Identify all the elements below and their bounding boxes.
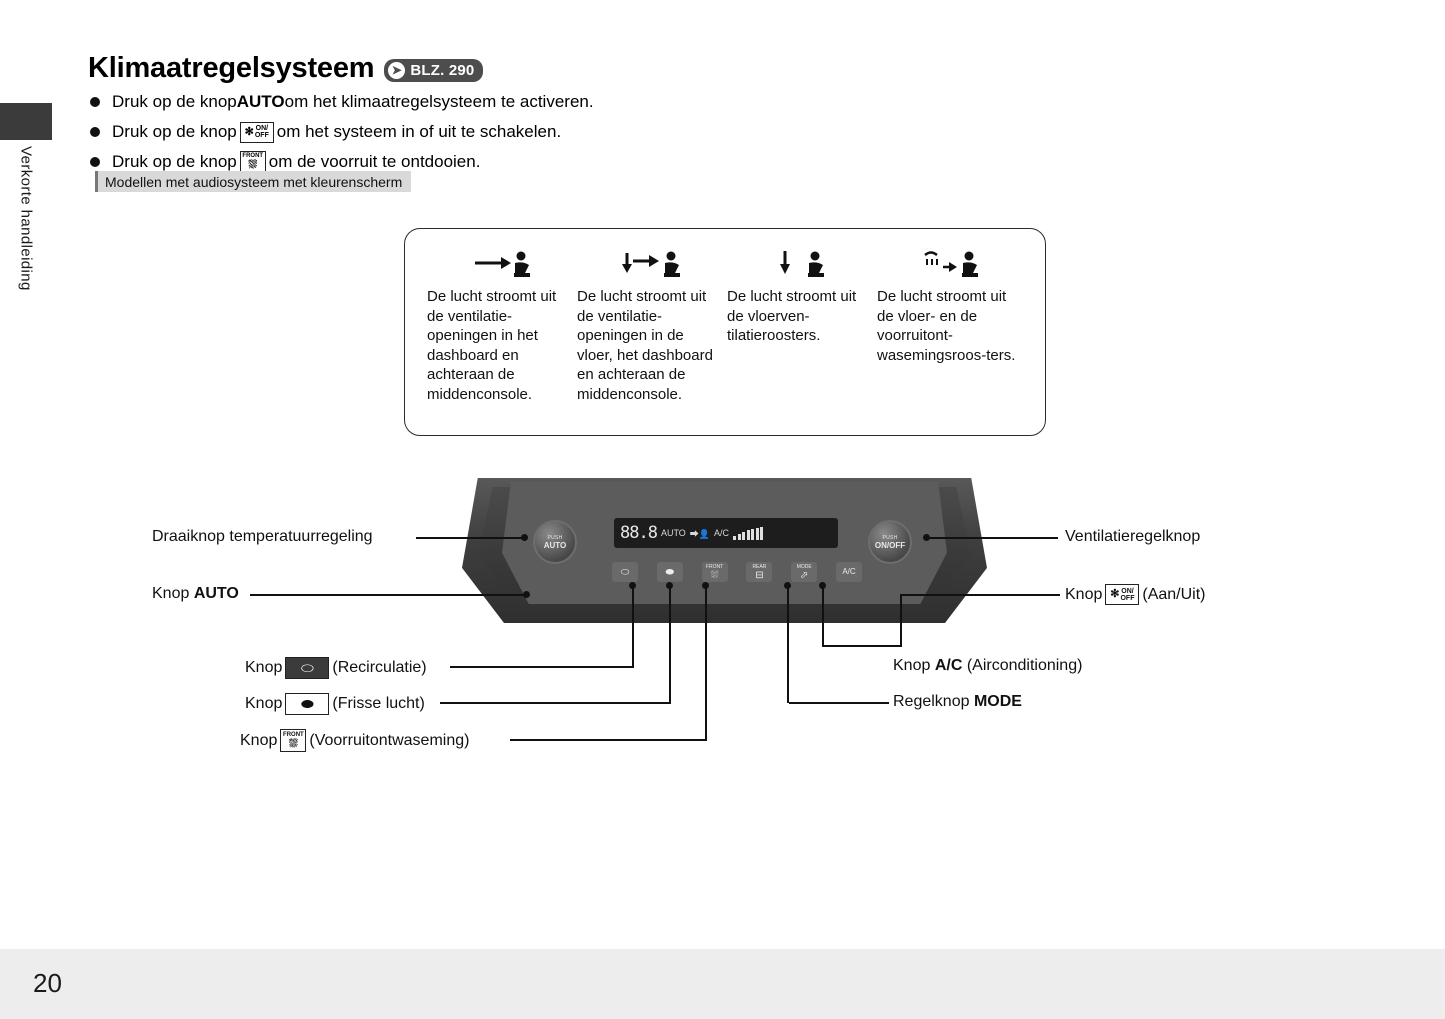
hvac-panel-illustration	[462, 478, 987, 623]
callout-ac-pre: Knop	[893, 657, 935, 674]
callout-fresh-post: (Frisse lucht)	[332, 695, 425, 712]
leader-line	[789, 702, 889, 704]
instruction-list	[90, 90, 1090, 180]
bullet-icon	[90, 157, 100, 167]
airflow-callout-box	[404, 228, 1046, 436]
ac-button[interactable]	[836, 562, 862, 582]
callout-temperature-knob	[152, 528, 373, 546]
leader-line	[510, 739, 707, 741]
temperature-knob[interactable]	[533, 520, 577, 564]
leader-dot	[666, 582, 673, 589]
callout-mode-pre: Regelknop	[893, 693, 974, 710]
leader-dot	[629, 582, 636, 589]
hvac-display	[614, 518, 838, 548]
callout-defrost-button	[240, 729, 469, 752]
callout-ac-bold: A/C	[934, 657, 963, 674]
page-footer	[0, 949, 1445, 1019]
callout-auto-button	[152, 585, 239, 603]
model-note-text: Modellen met audiosysteem met kleurenscherm	[105, 173, 403, 190]
fan-knob-line1: PUSH	[882, 534, 898, 541]
callout-temperature-knob-text: Draaiknop temperatuurregeling	[152, 528, 373, 545]
vent-floor-icon	[727, 245, 873, 287]
list-item	[90, 90, 1090, 114]
callout-recirc-button	[245, 657, 427, 679]
display-auto-label: AUTO	[660, 528, 686, 538]
display-airflow-icon: ⮕👤	[689, 528, 711, 539]
on-off-icon: ✻ ON/ OFF	[1105, 584, 1139, 605]
callout-fresh-button	[245, 693, 425, 715]
leader-line	[822, 586, 824, 646]
callout-ac-post: (Airconditioning)	[962, 657, 1083, 674]
model-note-bar	[95, 171, 411, 192]
list-item	[90, 120, 1090, 144]
front-defrost-label: FRONT	[705, 563, 724, 570]
airflow-option-text: De lucht stroomt uit de ventilatie-openingen in het dashboard en achteraan de middenconsole.	[427, 288, 557, 403]
display-fan-bars	[733, 526, 763, 540]
airflow-option-text: De lucht stroomt uit de ventilatie-openingen in de vloer, het dashboard en achteraan de middenconsole.	[577, 288, 713, 403]
leader-dot	[784, 582, 791, 589]
ac-label: A/C	[842, 567, 856, 576]
page-reference-badge[interactable]	[384, 59, 483, 82]
bullet-icon	[90, 97, 100, 107]
fresh-air-icon: ⬬	[285, 693, 329, 715]
page-title	[88, 52, 483, 85]
leader-line	[787, 586, 789, 703]
arrow-right-icon: ➤	[388, 62, 405, 79]
rear-defrost-button[interactable]: REAR ⊟	[746, 562, 772, 582]
fan-knob[interactable]	[868, 520, 912, 564]
airflow-option-text: De lucht stroomt uit de vloerven-tilatieroosters.	[727, 288, 857, 344]
page-title-text: Klimaatregelsysteem	[88, 52, 375, 84]
bullet-text-pre: Druk op de knop	[112, 92, 237, 111]
bullet-text-pre: Druk op de knop	[112, 122, 237, 141]
display-ac-label: A/C	[714, 528, 730, 538]
temperature-knob-line1: PUSH	[547, 534, 563, 541]
callout-defrost-pre: Knop	[240, 731, 278, 749]
callout-fan-knob	[1065, 528, 1200, 546]
section-label-text: Verkorte handleiding	[17, 146, 35, 291]
front-defrost-button[interactable]: FRONT ⛆	[702, 562, 728, 582]
rear-defrost-label: REAR	[752, 563, 767, 570]
front-defrost-icon: FRONT ⛆	[240, 151, 266, 174]
callout-fresh-pre: Knop	[245, 695, 283, 712]
leader-dot	[523, 591, 530, 598]
section-tab	[0, 103, 52, 140]
vent-dash-icon	[427, 245, 573, 287]
bullet-icon	[90, 127, 100, 137]
bullet-text-post: om het systeem in of uit te schakelen.	[276, 122, 562, 141]
mode-label: MODE	[796, 563, 812, 570]
recirculation-icon: ⬭	[285, 657, 329, 679]
airflow-option	[427, 245, 573, 435]
airflow-option-text: De lucht stroomt uit de vloer- en de voorruitont-wasemingsroos-ters.	[877, 288, 1016, 364]
leader-line	[900, 594, 1060, 596]
callout-auto-bold: AUTO	[193, 585, 239, 602]
leader-dot	[702, 582, 709, 589]
bullet-text-post: om de voorruit te ontdooien.	[268, 152, 481, 171]
leader-line	[669, 586, 671, 703]
callout-onoff-button	[1065, 584, 1206, 605]
left-gutter	[0, 0, 52, 1019]
bullet-text-post: om het klimaatregelsysteem te activeren.	[284, 92, 594, 111]
on-off-icon: ✻ ON/ OFF	[240, 122, 274, 143]
leader-dot	[521, 534, 528, 541]
leader-line	[440, 702, 671, 704]
airflow-option	[877, 245, 1023, 435]
leader-line	[250, 594, 528, 596]
fresh-air-button[interactable]: ⬬	[657, 562, 683, 582]
front-defrost-icon: FRONT ⛆	[280, 729, 306, 752]
airflow-option	[727, 245, 873, 435]
leader-dot	[819, 582, 826, 589]
mode-button[interactable]: MODE ⬀	[791, 562, 817, 582]
leader-line	[930, 537, 1058, 539]
hvac-button-row	[612, 562, 862, 582]
leader-line	[900, 594, 902, 646]
page-number: 20	[33, 968, 62, 998]
callout-mode-bold: MODE	[973, 693, 1022, 710]
page-reference-text: BLZ. 290	[410, 62, 475, 79]
section-label	[0, 140, 52, 370]
recirculation-button[interactable]: ⬭	[612, 562, 638, 582]
leader-line	[450, 666, 634, 668]
callout-mode-button	[893, 693, 1022, 711]
temperature-knob-line2: AUTO	[543, 540, 567, 550]
leader-line	[822, 645, 902, 647]
leader-line	[705, 586, 707, 740]
vent-floor-defrost-icon	[877, 245, 1023, 287]
airflow-option	[577, 245, 723, 435]
fan-knob-line2: ON/OFF	[874, 540, 906, 550]
callout-recirc-pre: Knop	[245, 659, 283, 676]
callout-ac-button	[893, 657, 1082, 675]
leader-line	[416, 537, 526, 539]
leader-dot	[923, 534, 930, 541]
display-temperature: 88.8	[620, 523, 657, 543]
callout-defrost-post: (Voorruitontwaseming)	[309, 731, 470, 749]
callout-auto-pre: Knop	[152, 585, 194, 602]
callout-fan-knob-text: Ventilatieregelknop	[1065, 528, 1201, 545]
callout-onoff-pre: Knop	[1065, 585, 1103, 603]
bullet-text-bold: AUTO	[236, 92, 285, 111]
leader-line	[632, 586, 634, 667]
callout-onoff-post: (Aan/Uit)	[1142, 585, 1206, 603]
vent-dash-floor-icon	[577, 245, 723, 287]
bullet-text-pre: Druk op de knop	[112, 152, 237, 171]
callout-recirc-post: (Recirculatie)	[332, 659, 427, 676]
